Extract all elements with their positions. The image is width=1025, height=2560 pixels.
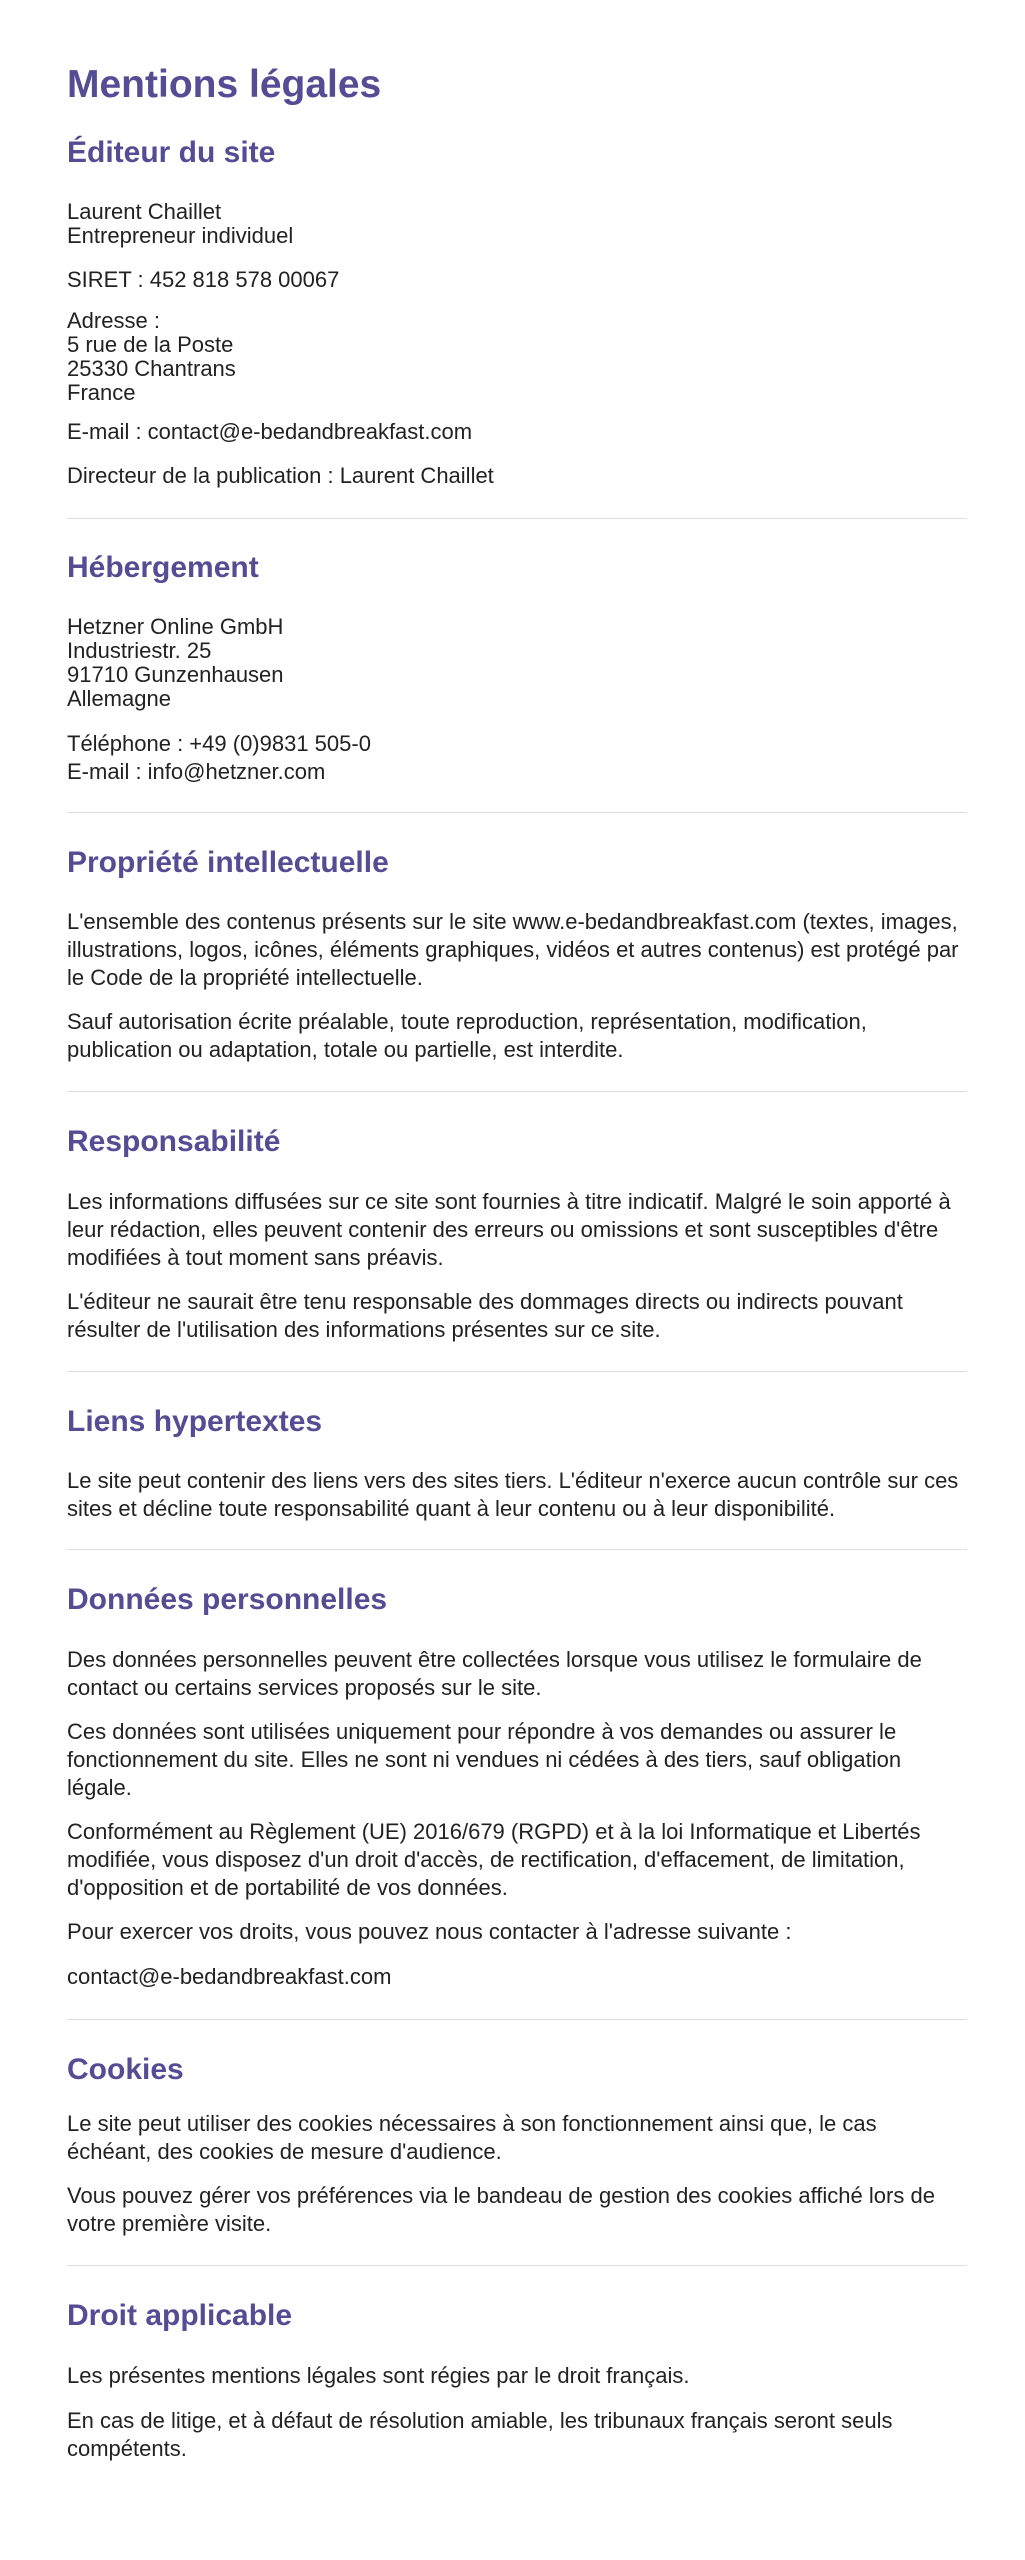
- donnees-contact-email: contact@e-bedandbreakfast.com: [67, 1964, 392, 1989]
- hebergement-address-line: 91710 Gunzenhausen: [67, 662, 284, 687]
- hebergement-contact: [67, 730, 967, 786]
- section-divider: [67, 1371, 967, 1372]
- hebergement-address-line: Allemagne: [67, 686, 171, 711]
- hebergement-address-line: Hetzner Online GmbH: [67, 614, 284, 639]
- section-heading-droit: Droit applicable: [67, 2299, 293, 2332]
- propriete-paragraph: Sauf autorisation écrite préalable, toute reproduction, représentation, modification, publication ou adaptation, totale ou partielle, est interdite.: [67, 1009, 867, 1062]
- section-divider: [67, 518, 967, 519]
- hebergement-address: [67, 615, 967, 711]
- liens-paragraph: Le site peut contenir des liens vers des sites tiers. L'éditeur n'exerce aucun contrôle sur ces sites et décline toute responsabilité quant à leur contenu ou à leur disponibilité.: [67, 1468, 959, 1521]
- editeur-address-line: 5 rue de la Poste: [67, 332, 234, 357]
- section-heading-editeur: Éditeur du site: [67, 136, 276, 169]
- editeur-address: [67, 309, 967, 405]
- editeur-address-line: Adresse :: [67, 308, 160, 333]
- cookies-paragraph: Vous pouvez gérer vos préférences via le bandeau de gestion des cookies affiché lors de votre première visite.: [67, 2183, 935, 2236]
- editeur-address-line: France: [67, 380, 136, 405]
- donnees-paragraph: Ces données sont utilisées uniquement pour répondre à vos demandes ou assurer le fonctionnement du site. Elles ne sont ni vendues ni cédées à des tiers, sauf obligation légale.: [67, 1719, 902, 1800]
- hebergement-phone: Téléphone : +49 (0)9831 505-0: [67, 731, 371, 756]
- hebergement-address-line: Industriestr. 25: [67, 638, 212, 663]
- editeur-director: Directeur de la publication : Laurent Chaillet: [67, 463, 494, 488]
- donnees-paragraph: Pour exercer vos droits, vous pouvez nous contacter à l'adresse suivante :: [67, 1919, 792, 1944]
- donnees-paragraph: Conformément au Règlement (UE) 2016/679 (RGPD) et à la loi Informatique et Libertés modifiée, vous disposez d'un droit d'accès, de rectification, d'effacement, de limitation, d'opposition et de portabilité de vos données.: [67, 1819, 921, 1900]
- editeur-name: [67, 200, 967, 248]
- droit-paragraph: En cas de litige, et à défaut de résolution amiable, les tribunaux français seront seuls compétents.: [67, 2408, 893, 2461]
- cookies-paragraph: Le site peut utiliser des cookies nécessaires à son fonctionnement ainsi que, le cas échéant, des cookies de mesure d'audience.: [67, 2111, 877, 2164]
- section-divider: [67, 812, 967, 813]
- section-heading-donnees: Données personnelles: [67, 1583, 388, 1616]
- editeur-address-line: 25330 Chantrans: [67, 356, 236, 381]
- editeur-name-line: Laurent Chaillet: [67, 199, 222, 224]
- responsabilite-paragraph: Les informations diffusées sur ce site sont fournies à titre indicatif. Malgré le soin apporté à leur rédaction, elles peuvent contenir des erreurs ou omissions et sont susceptibles d'être modifiées à tout moment sans préavis.: [67, 1189, 951, 1270]
- droit-paragraph: Les présentes mentions légales sont régies par le droit français.: [67, 2363, 690, 2388]
- section-heading-liens: Liens hypertextes: [67, 1405, 323, 1438]
- donnees-paragraph: Des données personnelles peuvent être collectées lorsque vous utilisez le formulaire de contact ou certains services proposés sur le site.: [67, 1647, 922, 1700]
- section-divider: [67, 1549, 967, 1550]
- section-heading-hebergement: Hébergement: [67, 551, 259, 584]
- section-divider: [67, 2265, 967, 2266]
- section-divider: [67, 1091, 967, 1092]
- editeur-email: E-mail : contact@e-bedandbreakfast.com: [67, 419, 473, 444]
- hebergement-email: E-mail : info@hetzner.com: [67, 759, 326, 784]
- section-divider: [67, 2019, 967, 2020]
- section-heading-responsabilite: Responsabilité: [67, 1125, 281, 1158]
- propriete-paragraph: L'ensemble des contenus présents sur le site www.e-bedandbreakfast.com (textes, images, illustrations, logos, icônes, éléments graphiques, vidéos et autres contenus) est protégé par le Code de la propriété intellectuelle.: [67, 909, 959, 990]
- page-title: Mentions légales: [67, 63, 382, 106]
- editeur-status-line: Entrepreneur individuel: [67, 223, 294, 248]
- section-heading-cookies: Cookies: [67, 2053, 184, 2086]
- editeur-siret: SIRET : 452 818 578 00067: [67, 267, 340, 292]
- section-heading-propriete: Propriété intellectuelle: [67, 846, 389, 879]
- responsabilite-paragraph: L'éditeur ne saurait être tenu responsable des dommages directs ou indirects pouvant résulter de l'utilisation des informations présentes sur ce site.: [67, 1289, 903, 1342]
